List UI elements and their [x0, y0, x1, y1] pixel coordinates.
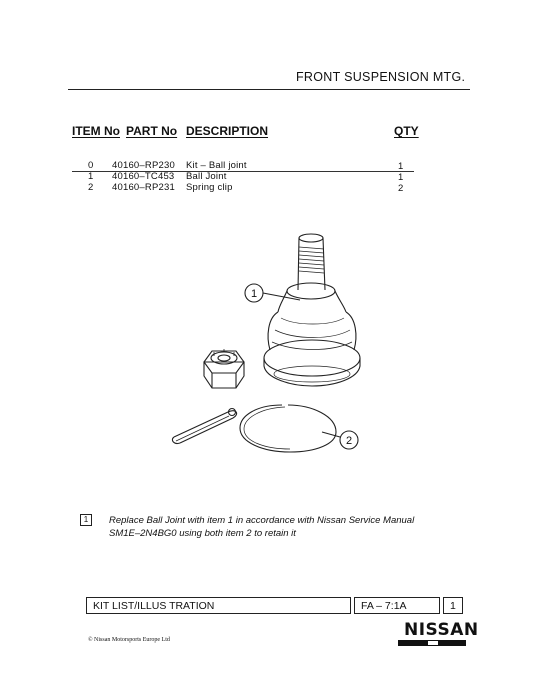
- spring-clip-drawing: [240, 405, 336, 452]
- castle-nut-drawing: [204, 349, 244, 388]
- page-reference: FA – 7:1A: [354, 597, 440, 614]
- header-description: DESCRIPTION: [186, 124, 269, 138]
- note-line-2: SM1E–2N4BG0 using both item 2 to retain it: [109, 528, 296, 539]
- row-1-description: Ball Joint: [186, 171, 227, 182]
- note-line-1: Replace Ball Joint with item 1 in accordance with Nissan Service Manual: [109, 515, 415, 526]
- kit-list-label: KIT LIST/ILLUS TRATION: [86, 597, 351, 614]
- row-1-qty: 1: [398, 172, 404, 183]
- row-0-description: Kit – Ball joint: [186, 160, 247, 171]
- header-part-no: PART No: [126, 124, 178, 138]
- ball-joint-drawing: [264, 234, 360, 386]
- note-text: [109, 514, 414, 540]
- cotter-pin-drawing: [172, 409, 236, 444]
- header-qty: QTY: [394, 124, 419, 138]
- callout-1: 1: [250, 288, 258, 300]
- callout-2: 2: [345, 435, 353, 447]
- copyright: © Nissan Motorsports Europe Ltd: [88, 637, 170, 643]
- note-marker: 1: [80, 514, 92, 526]
- row-0-item: 0: [88, 160, 94, 171]
- section-title: FRONT SUSPENSION MTG.: [296, 70, 466, 84]
- row-1-part: 40160–TC453: [112, 171, 175, 182]
- row-1-item: 1: [88, 171, 94, 182]
- row-2-description: Spring clip: [186, 182, 233, 193]
- logo-bar-gap: [428, 641, 438, 645]
- row-0-qty: 1: [398, 161, 404, 172]
- row-2-item: 2: [88, 182, 94, 193]
- header-item-no: ITEM No: [72, 124, 120, 138]
- nissan-logo: NISSAN: [404, 620, 479, 640]
- row-0-part: 40160–RP230: [112, 160, 175, 171]
- page-number: 1: [443, 597, 463, 614]
- row-2-part: 40160–RP231: [112, 182, 175, 193]
- row-2-qty: 2: [398, 183, 404, 194]
